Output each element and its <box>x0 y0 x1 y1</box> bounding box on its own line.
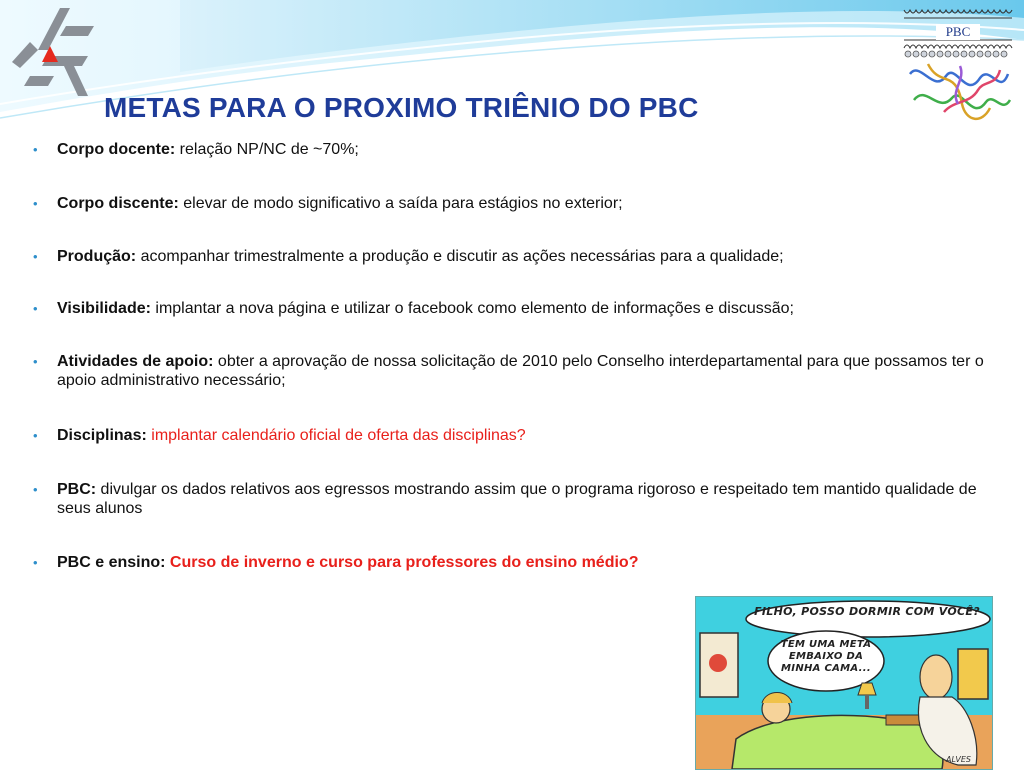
bullet-text: relação NP/NC de ~70%; <box>175 141 359 158</box>
list-item-corpo-docente <box>0 140 1010 159</box>
bullet-label: Corpo docente: <box>57 141 176 158</box>
bullet-icon: • <box>33 301 38 316</box>
cartoon-image <box>695 596 993 770</box>
bullet-icon: • <box>33 555 38 570</box>
cartoon-drawing <box>696 597 992 769</box>
list-item-pbc <box>0 480 1010 518</box>
bullet-label: Atividades de apoio: <box>57 353 214 370</box>
cartoon-speech-2: TEM UMA META EMBAIXO DA MINHA CAMA... <box>780 639 872 674</box>
bullet-label: Disciplinas: <box>57 427 147 444</box>
list-item-producao <box>0 247 1010 266</box>
bullet-icon: • <box>33 142 38 157</box>
pbc-logo-text: PBC <box>936 24 980 40</box>
bullet-icon: • <box>33 354 38 369</box>
list-item-pbc-e-ensino <box>0 553 1010 572</box>
bullet-label: PBC: <box>57 481 97 498</box>
bullet-text: Curso de inverno e curso para professores do ensino médio? <box>165 554 639 571</box>
list-item-corpo-discente <box>0 194 1010 213</box>
bullet-label: PBC e ensino: <box>57 554 166 571</box>
cartoon-signature: ALVES <box>946 755 971 764</box>
bullet-text: obter a aprovação de nossa solicitação de 2010 pelo Conselho interdepartamental para que possamos ter o apoio administrativo necessário; <box>57 353 984 389</box>
bullet-text: implantar a nova página e utilizar o facebook como elemento de informações e discussão; <box>150 300 794 317</box>
bullet-text: divulgar os dados relativos aos egressos mostrando assim que o programa rigoroso e respeitado tem mantido qualidade de seus alunos <box>57 481 977 517</box>
bullet-icon: • <box>33 428 38 443</box>
cartoon-speech-1: FILHO, POSSO DORMIR COM VOCÊ? <box>754 605 980 618</box>
pbc-logo-icon <box>900 4 1016 128</box>
bullet-text: acompanhar trimestralmente a produção e discutir as ações necessárias para a qualidade; <box>136 248 784 265</box>
bullet-icon: • <box>33 482 38 497</box>
bullet-label: Visibilidade: <box>57 300 151 317</box>
bullet-text: elevar de modo significativo a saída para estágios no exterior; <box>178 195 623 212</box>
list-item-atividades-de-apoio <box>0 352 1010 390</box>
bullet-label: Corpo discente: <box>57 195 179 212</box>
institution-logo-icon <box>8 6 98 98</box>
bullet-text: implantar calendário oficial de oferta das disciplinas? <box>146 427 526 444</box>
list-item-disciplinas <box>0 426 1010 445</box>
bullet-label: Produção: <box>57 248 137 265</box>
bullet-icon: • <box>33 196 38 211</box>
bullet-icon: • <box>33 249 38 264</box>
list-item-visibilidade <box>0 299 1010 318</box>
slide-title: METAS PARA O PROXIMO TRIÊNIO DO PBC <box>104 92 699 123</box>
